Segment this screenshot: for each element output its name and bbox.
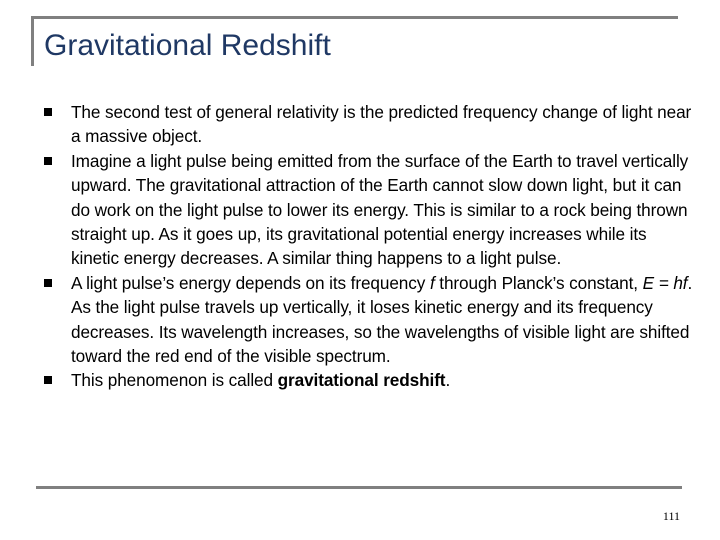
bullet-text: Imagine a light pulse being emitted from the surface of the Earth to travel vertically upward. The gravitational attraction of the Earth cannot slow down light, but it can do work on the light pulse to lower its energy. This is similar to a rock being thrown straight up. As it goes up, its gravitational potential energy increases while its kinetic energy decreases. A similar thing happens to a light pulse. (71, 150, 689, 269)
slide-title: Gravitational Redshift (44, 29, 331, 62)
planck-equation: E = hf (642, 272, 688, 293)
square-bullet-icon (44, 108, 52, 116)
square-bullet-icon (44, 279, 52, 287)
bullet-text (71, 370, 450, 390)
bullet-text-part: through Planck’s constant, (434, 272, 643, 293)
key-term: gravitational redshift (277, 370, 446, 391)
footer-divider (36, 486, 682, 489)
bullet-item (44, 271, 694, 369)
bullet-text-part: . (445, 370, 451, 391)
title-frame-left-border (31, 16, 34, 66)
bullet-item (44, 100, 694, 149)
bullet-item (44, 368, 694, 392)
bullet-item (44, 149, 694, 271)
square-bullet-icon (44, 376, 52, 384)
bullet-text-part: . As the light pulse travels up vertically, it loses kinetic energy and its frequency decreases. Its wavelength increases, so the wavelengths of visible light are shifted toward the red end of the visible spectrum. (71, 272, 693, 367)
bullet-list (44, 100, 694, 393)
bullet-text-part: This phenomenon is called (71, 370, 278, 391)
page-number: 111 (662, 509, 680, 523)
bullet-text-part: A light pulse’s energy depends on its frequency (71, 272, 430, 293)
frequency-symbol: f (429, 272, 435, 293)
bullet-text (71, 273, 692, 366)
title-frame-top-border (31, 16, 678, 19)
bullet-text: The second test of general relativity is the predicted frequency change of light near a massive object. (71, 102, 692, 147)
square-bullet-icon (44, 157, 52, 165)
